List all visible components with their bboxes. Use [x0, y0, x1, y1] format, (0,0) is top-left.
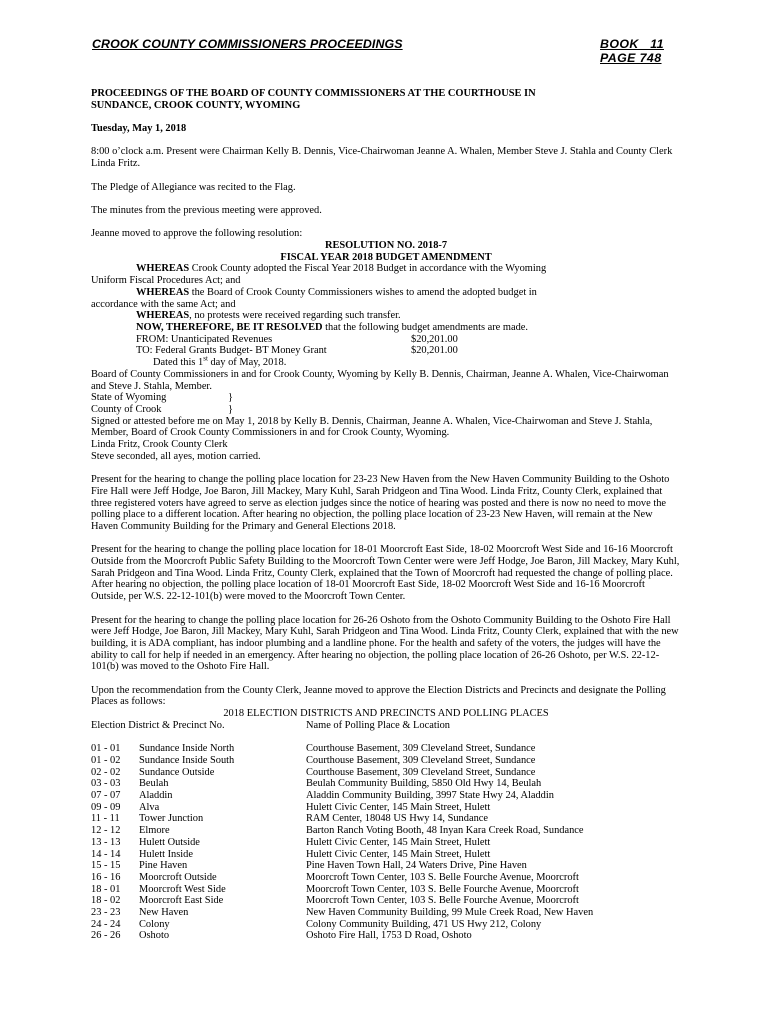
col-location-header: Name of Polling Place & Location [306, 719, 450, 731]
table-row [91, 919, 681, 931]
meeting-date: Tuesday, May 1, 2018 [91, 123, 187, 135]
polling-location: Courthouse Basement, 309 Cleveland Street, Sundance [306, 766, 536, 778]
precinct-number: 16 - 16 [91, 871, 121, 883]
districts-title: 2018 ELECTION DISTRICTS AND PRECINCTS AND POLLING PLACES [223, 708, 549, 720]
table-row [91, 930, 681, 942]
polling-location: Courthouse Basement, 309 Cleveland Street, Sundance [306, 743, 536, 755]
polling-location: Barton Ranch Voting Booth, 48 Inyan Kara Creek Road, Sundance [306, 825, 584, 837]
polling-location: New Haven Community Building, 99 Mule Creek Road, New Haven [306, 907, 594, 919]
whereas-3: WHEREAS, no protests were received regarding such transfer. [136, 310, 401, 322]
table-row [91, 860, 681, 872]
county-label: County of Crook [91, 403, 162, 415]
polling-location: Moorcroft Town Center, 103 S. Belle Fourche Avenue, Moorcroft [306, 871, 579, 883]
precinct-number: 15 - 15 [91, 860, 121, 872]
table-row [91, 743, 681, 755]
precinct-name: Sundance Outside [139, 766, 215, 778]
table-row [91, 813, 681, 825]
document-body [91, 88, 681, 942]
precinct-name: Aladdin [139, 790, 173, 802]
whereas-2-cont: accordance with the same Act; and [91, 298, 236, 310]
header-book: BOOK 11 [600, 37, 664, 51]
budget-from-label: FROM: Unanticipated Revenues [136, 333, 273, 345]
hearing-paragraph-3: Present for the hearing to change the polling place location for 26-26 Oshoto from the Oshoto Community Building to the Oshoto Fire Hall were Jeff Hodge, Joe Baron, Jill Mackey, Mary Kuhl, Sarah Pridgeon and Tina Wood. Linda Fritz, County Clerk, explained that with the new building, it is ADA compliant, has indoor plumbing and a landline phone. For the health and safety of the voters, the judges will have the ability to call for help if needed in an emergency. After hearing no objection, the polling place location of 26-26 Oshoto, per W.S. 22-12-101(b) was moved to the Oshoto Fire Hall. [91, 614, 679, 673]
whereas-1: WHEREAS Crook County adopted the Fiscal Year 2018 Budget in accordance with the Wyoming [136, 263, 547, 275]
districts-intro: Upon the recommendation from the County Clerk, Jeanne moved to approve the Election Districts and Precincts and designate the Polling Places as follows: [91, 684, 666, 708]
dated-line: Dated this 1st day of May, 2018. [153, 354, 287, 369]
resolution-title: FISCAL YEAR 2018 BUDGET AMENDMENT [280, 251, 492, 263]
table-row [91, 767, 681, 779]
whereas-1-cont: Uniform Fiscal Procedures Act; and [91, 275, 241, 287]
precinct-name: Sundance Inside South [139, 754, 235, 766]
precinct-number: 09 - 09 [91, 801, 121, 813]
minutes-paragraph: The minutes from the previous meeting were approved. [91, 204, 322, 216]
table-row [91, 837, 681, 849]
pledge-paragraph: The Pledge of Allegiance was recited to the Flag. [91, 181, 296, 193]
precinct-name: Beulah [139, 778, 169, 790]
attendance-paragraph: 8:00 o’clock a.m. Present were Chairman Kelly B. Dennis, Vice-Chairwoman Jeanne A. Whalen, Member Steve J. Stahla and County Clerk Linda Fritz. [91, 146, 673, 170]
table-row [91, 802, 681, 814]
precinct-name: Colony [139, 918, 170, 930]
table-row [91, 755, 681, 767]
precinct-number: 26 - 26 [91, 930, 121, 942]
board-line: Board of County Commissioners in and for Crook County, Wyoming by Kelly B. Dennis, Chairman, Jeanne A. Whalen, Vice-Chairwoman and Steve J. Stahla, Member. [91, 368, 669, 392]
proceedings-heading-line1: PROCEEDINGS OF THE BOARD OF COUNTY COMMISSIONERS AT THE COURTHOUSE IN [91, 88, 536, 99]
table-row [91, 825, 681, 837]
precinct-name: Moorcroft Outside [139, 871, 217, 883]
precinct-number: 14 - 14 [91, 848, 121, 860]
precinct-number: 12 - 12 [91, 825, 121, 837]
polling-location: Aladdin Community Building, 3997 State Hwy 24, Aladdin [306, 790, 554, 802]
polling-location: Pine Haven Town Hall, 24 Waters Drive, Pine Haven [306, 860, 527, 872]
precinct-name: Oshoto [139, 930, 170, 942]
precinct-name: Tower Junction [139, 813, 204, 825]
table-row [91, 778, 681, 790]
precinct-number: 24 - 24 [91, 918, 121, 930]
precinct-number: 23 - 23 [91, 907, 121, 919]
budget-to-amount: $20,201.00 [411, 345, 458, 357]
polling-location: Moorcroft Town Center, 103 S. Belle Fourche Avenue, Moorcroft [306, 895, 579, 907]
table-row [91, 907, 681, 919]
precinct-name: Sundance Inside North [139, 743, 235, 755]
precinct-number: 01 - 01 [91, 743, 121, 755]
state-label: State of Wyoming [91, 392, 167, 404]
precinct-number: 18 - 01 [91, 883, 121, 895]
polling-location: Hulett Civic Center, 145 Main Street, Hulett [306, 801, 491, 813]
resolution-number: RESOLUTION NO. 2018-7 [324, 240, 448, 252]
state-brace: } [228, 392, 233, 404]
table-row [91, 884, 681, 896]
table-row [91, 849, 681, 861]
signed-line: Signed or attested before me on May 1, 2018 by Kelly B. Dennis, Chairman, Jeanne A. Whalen, Vice-Chairwoman and Steve J. Stahla, Member, Board of Crook County Commissioners in and for Crook County, Wyoming. [91, 415, 653, 439]
polling-location: Beulah Community Building, 5850 Old Hwy 14, Beulah [306, 778, 542, 790]
state-row [91, 392, 681, 404]
polling-location: Moorcroft Town Center, 103 S. Belle Fourche Avenue, Moorcroft [306, 883, 579, 895]
precinct-name: Hulett Outside [139, 836, 200, 848]
polling-location: Colony Community Building, 471 US Hwy 212, Colony [306, 918, 542, 930]
precinct-number: 11 - 11 [91, 813, 120, 825]
resolution-block [91, 228, 681, 462]
precinct-number: 03 - 03 [91, 778, 121, 790]
precinct-name: Elmore [139, 825, 170, 837]
clerk-line: Linda Fritz, Crook County Clerk [91, 439, 228, 451]
table-row [91, 872, 681, 884]
county-brace: } [228, 403, 233, 415]
precincts-table [91, 743, 681, 942]
hearing-paragraph-1: Present for the hearing to change the polling place location for 23-23 New Haven from the New Haven Community Building to the Oshoto Fire Hall were Jeff Hodge, Joe Baron, Jill Mackey, Mary Kuhl, Sarah Pridgeon and Tina Wood. Linda Fritz, County Clerk, explained that three registered voters have agreed to serve as election judges since the notice of hearing was posted and there is now no need to move the polling place to a different location. After hearing no objection, the polling place location of 23-23 New Haven, will remain at the New Haven Community Building for the Primary and General Elections 2018. [91, 474, 670, 532]
precinct-number: 01 - 02 [91, 754, 121, 766]
header-book-page [600, 37, 664, 65]
precinct-number: 07 - 07 [91, 790, 121, 802]
budget-from-row [91, 334, 681, 346]
county-row [91, 404, 681, 416]
budget-from-amount: $20,201.00 [411, 333, 458, 345]
seconded-line: Steve seconded, all ayes, motion carried. [91, 450, 261, 462]
table-row [91, 895, 681, 907]
precinct-name: Alva [139, 801, 160, 813]
proceedings-heading-line2: SUNDANCE, CROOK COUNTY, WYOMING [91, 99, 301, 111]
hearing-paragraph-2: Present for the hearing to change the polling place location for 18-01 Moorcroft East Side, 18-02 Moorcroft West Side and 16-16 Moorcroft Outside from the Moorcroft Public Safety Building to the Moorcroft Town Center were were Jeff Hodge, Joe Baron, Jill Mackey, Mary Kuhl, Sarah Pridgeon and Tina Wood. Linda Fritz, County Clerk, explained that the Town of Moorcroft had requested the change of polling place. After hearing no objection, the polling place location of 18-01 Moorcroft East Side, 18-02 Moorcroft West Side and 16-16 Moorcroft Outside, per W.S. 22-12-101(b) were moved to the Moorcroft Town Center. [91, 544, 680, 603]
header-title: CROOK COUNTY COMMISSIONERS PROCEEDINGS [92, 37, 403, 51]
budget-to-label: TO: Federal Grants Budget- BT Money Grant [136, 345, 327, 357]
precinct-name: Pine Haven [139, 860, 188, 872]
polling-location: Hulett Civic Center, 145 Main Street, Hulett [306, 836, 491, 848]
resolved-clause: NOW, THEREFORE, BE IT RESOLVED that the following budget amendments are made. [136, 321, 528, 333]
precinct-name: Moorcroft West Side [139, 883, 226, 895]
precinct-number: 02 - 02 [91, 766, 121, 778]
precinct-number: 18 - 02 [91, 895, 121, 907]
budget-to-row [91, 345, 681, 357]
districts-table-header [91, 720, 681, 732]
whereas-2: WHEREAS the Board of Crook County Commissioners wishes to amend the adopted budget in [136, 286, 537, 298]
precinct-name: Moorcroft East Side [139, 895, 224, 907]
resolution-intro: Jeanne moved to approve the following resolution: [91, 228, 303, 240]
polling-location: Oshoto Fire Hall, 1753 D Road, Oshoto [306, 930, 472, 942]
polling-location: Hulett Civic Center, 145 Main Street, Hulett [306, 848, 491, 860]
header-page: PAGE 748 [600, 51, 662, 65]
col-district-header: Election District & Precinct No. [91, 719, 225, 731]
precinct-name: Hulett Inside [139, 848, 193, 860]
polling-location: RAM Center, 18048 US Hwy 14, Sundance [306, 813, 488, 825]
precinct-number: 13 - 13 [91, 836, 121, 848]
polling-location: Courthouse Basement, 309 Cleveland Street, Sundance [306, 754, 536, 766]
table-row [91, 790, 681, 802]
precinct-name: New Haven [139, 907, 189, 919]
